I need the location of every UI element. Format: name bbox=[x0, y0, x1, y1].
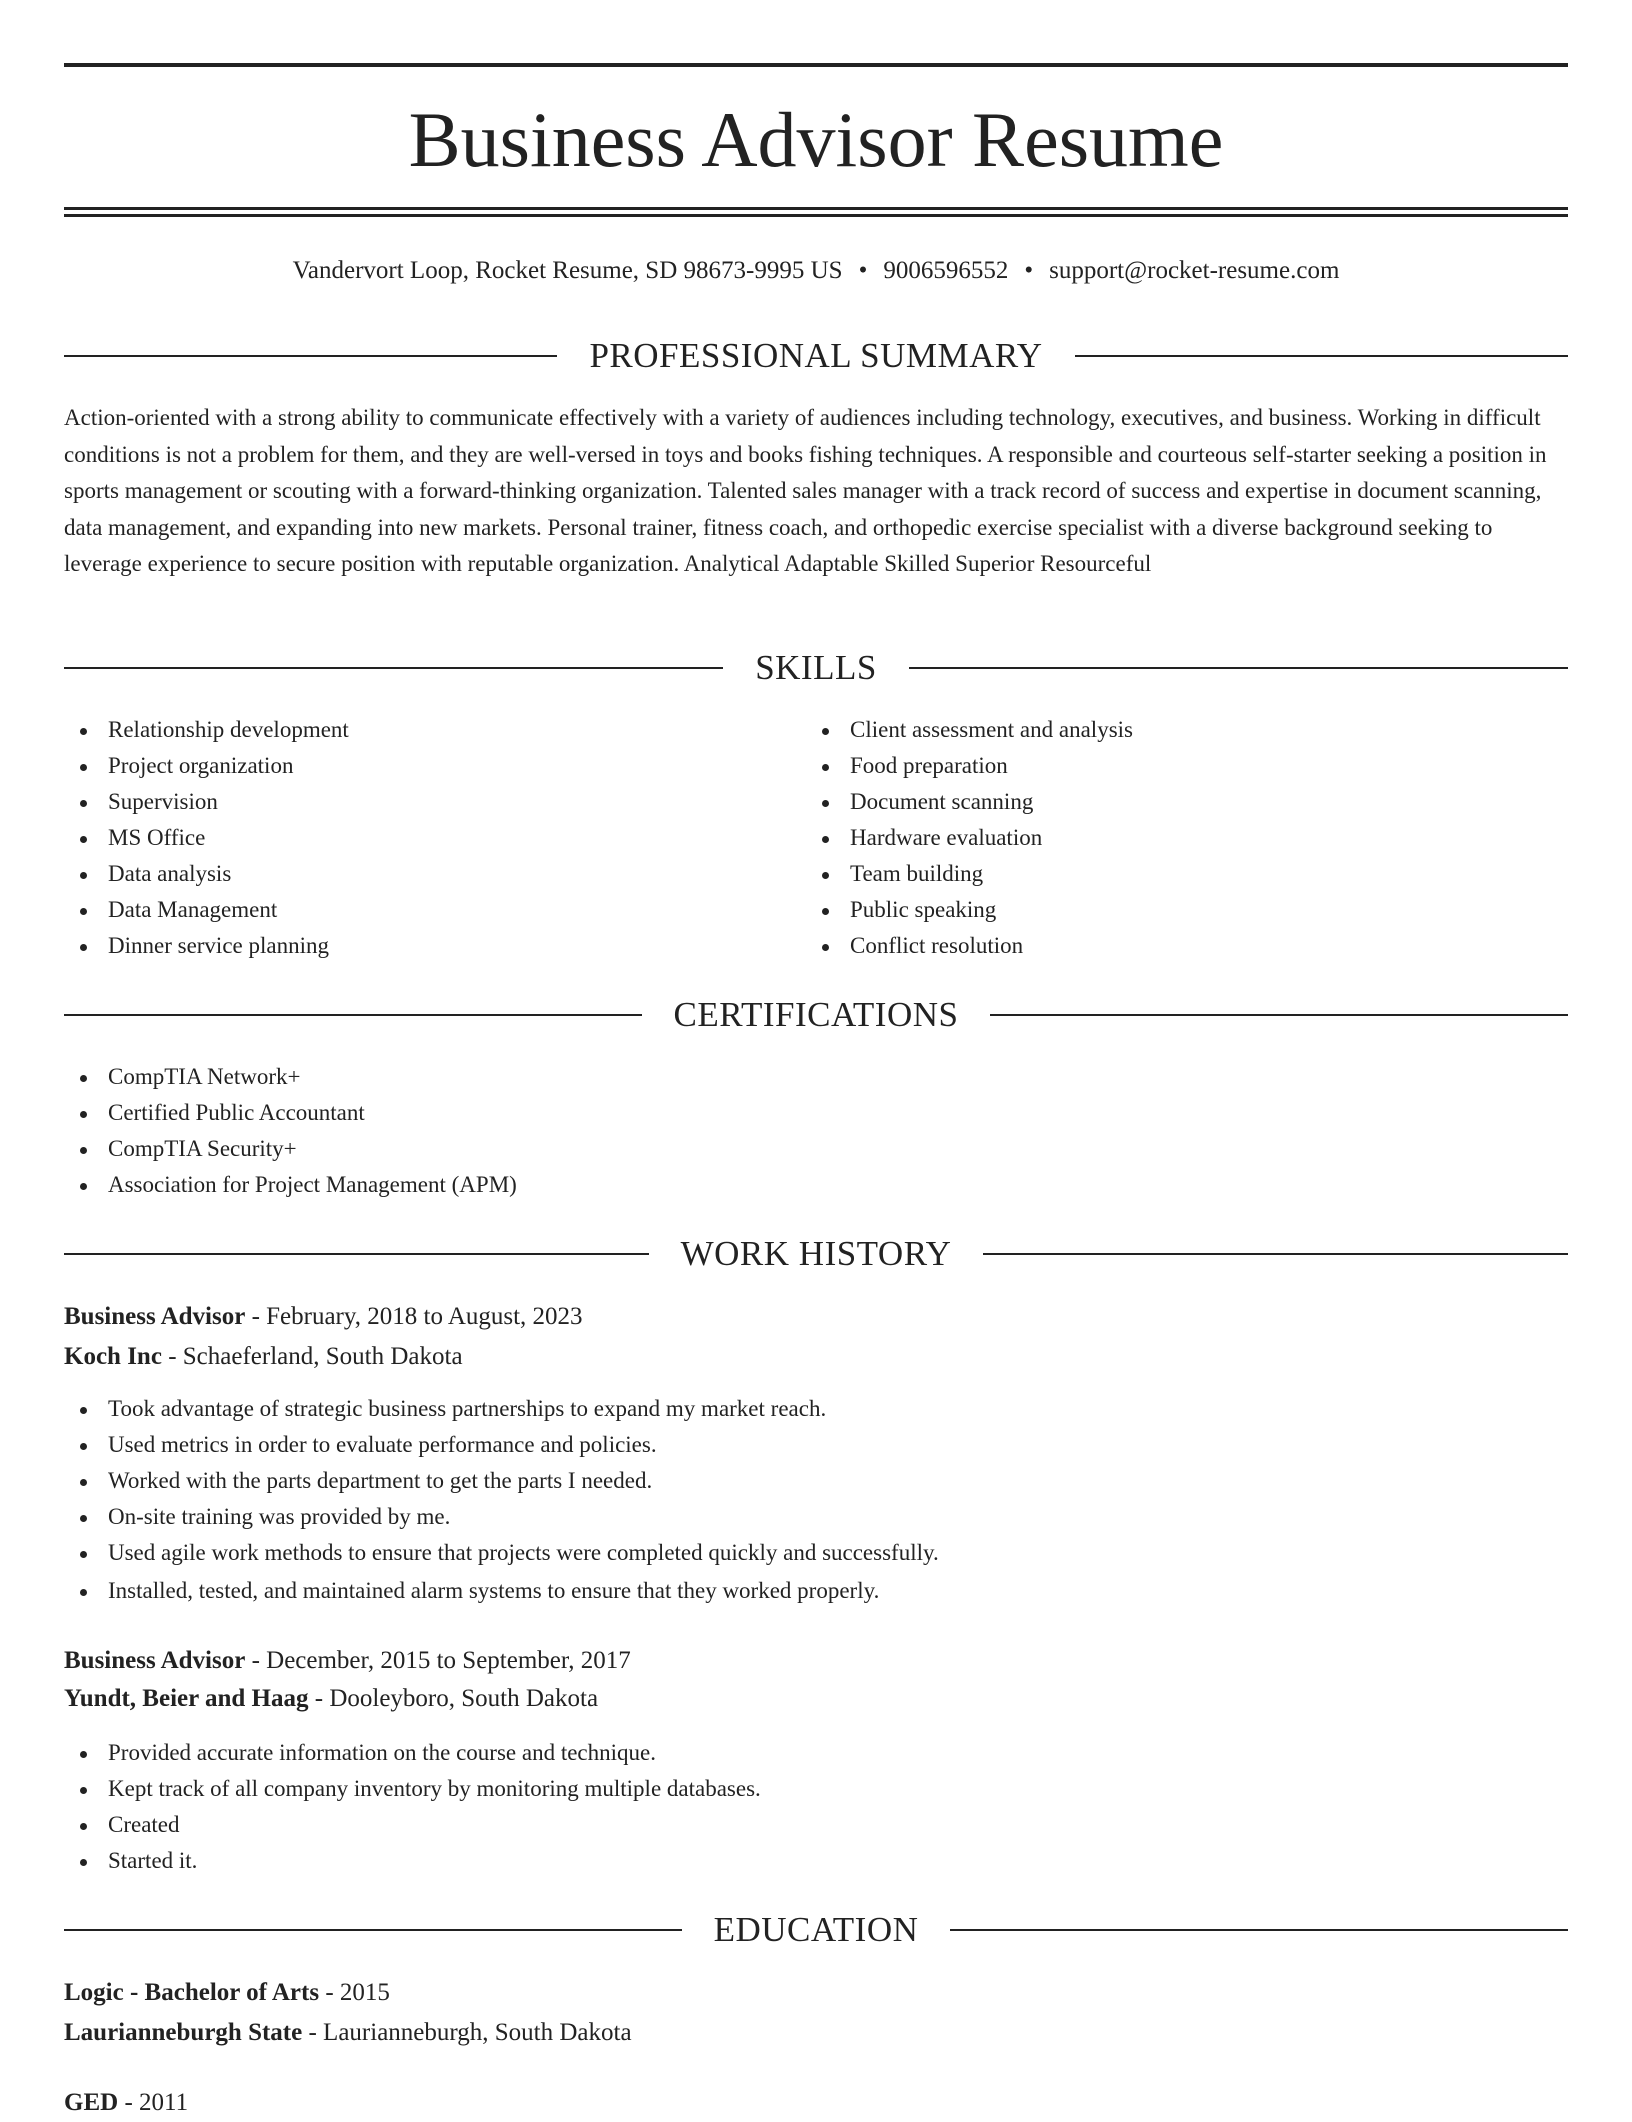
certification-item: CompTIA Security+ bbox=[64, 1131, 1568, 1167]
job-duty-item: Worked with the parts department to get the parts I needed. bbox=[64, 1463, 1568, 1499]
summary-text: Action-oriented with a strong ability to communicate effectively with a variety of audiences including technology, executives, and business. Working in difficult conditions is not a problem for them, and they are well-versed in toys and books fishing techniques. A responsible and courteous self-starter seeking a position in sports management or scouting with a forward-thinking organization. Talented sales manager with a track record of success and expertise in document scanning, data management, and expanding into new markets. Personal trainer, fitness coach, and orthopedic exercise specialist with a diverse background seeking to leverage experience to secure position with reputable organization. Analytical Adaptable Skilled Superior Resourceful bbox=[64, 405, 1547, 576]
job-title: Business Advisor bbox=[64, 1303, 246, 1330]
section-heading-skills bbox=[64, 644, 1568, 692]
heading-rule bbox=[64, 1014, 642, 1016]
skill-item: Project organization bbox=[64, 748, 764, 784]
job-company: Koch Inc bbox=[64, 1343, 162, 1370]
job-location: - Dooleyboro, South Dakota bbox=[314, 1685, 599, 1712]
education-year: - 2011 bbox=[124, 2089, 189, 2116]
section-title: EDUCATION bbox=[713, 1910, 919, 1949]
education-degree: Logic - Bachelor of Arts bbox=[64, 1979, 320, 2006]
job-duties-list bbox=[64, 1735, 1568, 1879]
job-duty-item: Started it. bbox=[64, 1843, 1568, 1879]
contact-email: support@rocket-resume.com bbox=[1049, 257, 1340, 284]
job-duty-item: Created bbox=[64, 1807, 1568, 1843]
heading-rule bbox=[64, 355, 557, 357]
job-duty-item: On-site training was provided by me. bbox=[64, 1499, 1568, 1535]
job-duty-item: Kept track of all company inventory by monitoring multiple databases. bbox=[64, 1771, 1568, 1807]
skill-item: Public speaking bbox=[806, 892, 1566, 928]
job-duty-item: Took advantage of strategic business partnerships to expand my market reach. bbox=[64, 1391, 1568, 1427]
heading-rule bbox=[64, 667, 723, 669]
skills-list-left bbox=[64, 712, 764, 964]
contact-separator: • bbox=[1024, 257, 1034, 284]
education-degree: GED bbox=[64, 2089, 119, 2116]
job-duty-item: Used agile work methods to ensure that projects were completed quickly and successfully. bbox=[64, 1535, 1568, 1571]
heading-rule bbox=[64, 1253, 649, 1255]
contact-phone: 9006596552 bbox=[883, 257, 1009, 284]
heading-rule bbox=[909, 667, 1568, 669]
heading-rule bbox=[64, 1929, 682, 1931]
job-location: - Schaeferland, South Dakota bbox=[168, 1343, 463, 1370]
job-title: Business Advisor bbox=[64, 1647, 246, 1674]
heading-rule bbox=[950, 1929, 1568, 1931]
section-title: PROFESSIONAL SUMMARY bbox=[589, 336, 1043, 375]
section-title: WORK HISTORY bbox=[680, 1234, 952, 1273]
section-heading-education bbox=[64, 1906, 1568, 1954]
skill-item: Relationship development bbox=[64, 712, 764, 748]
education-year: - 2015 bbox=[325, 1979, 390, 2006]
certification-item: Association for Project Management (APM) bbox=[64, 1167, 1568, 1203]
job-duty-item: Used metrics in order to evaluate performance and policies. bbox=[64, 1427, 1568, 1463]
skills-list-right bbox=[806, 712, 1566, 964]
heading-rule bbox=[990, 1014, 1568, 1016]
resume-title: Business Advisor Resume bbox=[408, 96, 1224, 183]
contact-separator: • bbox=[858, 257, 868, 284]
skill-item: Team building bbox=[806, 856, 1566, 892]
skill-item: MS Office bbox=[64, 820, 764, 856]
certification-item: CompTIA Network+ bbox=[64, 1059, 1568, 1095]
top-rule bbox=[64, 63, 1568, 67]
skill-item: Data analysis bbox=[64, 856, 764, 892]
skill-item: Dinner service planning bbox=[64, 928, 764, 964]
education-degree-line bbox=[64, 2084, 1568, 2122]
job-company: Yundt, Beier and Haag bbox=[64, 1685, 309, 1712]
skill-item: Food preparation bbox=[806, 748, 1566, 784]
job-duty-item: Provided accurate information on the course and technique. bbox=[64, 1735, 1568, 1771]
education-location: - Laurianneburgh, South Dakota bbox=[308, 2019, 632, 2046]
section-title: CERTIFICATIONS bbox=[673, 995, 959, 1034]
contact-address: Vandervort Loop, Rocket Resume, SD 98673-9995 US bbox=[292, 257, 843, 284]
job-dates: - February, 2018 to August, 2023 bbox=[251, 1303, 583, 1330]
title-double-rule bbox=[64, 207, 1568, 217]
skill-item: Conflict resolution bbox=[806, 928, 1566, 964]
section-heading-summary bbox=[64, 332, 1568, 380]
section-title: SKILLS bbox=[755, 648, 877, 687]
contact-line bbox=[64, 252, 1568, 290]
skill-item: Data Management bbox=[64, 892, 764, 928]
skill-item: Supervision bbox=[64, 784, 764, 820]
job-company-line bbox=[64, 1680, 1568, 1718]
section-heading-work bbox=[64, 1230, 1568, 1278]
job-duties-list bbox=[64, 1391, 1568, 1609]
job-dates: - December, 2015 to September, 2017 bbox=[251, 1647, 631, 1674]
education-school: Laurianneburgh State bbox=[64, 2019, 303, 2046]
education-school-line bbox=[64, 2014, 1568, 2052]
job-duty-item: Installed, tested, and maintained alarm systems to ensure that they worked properly. bbox=[64, 1573, 1568, 1609]
skill-item: Client assessment and analysis bbox=[806, 712, 1566, 748]
job-company-line bbox=[64, 1338, 1568, 1376]
skill-item: Hardware evaluation bbox=[806, 820, 1566, 856]
section-heading-certifications bbox=[64, 991, 1568, 1039]
certification-item: Certified Public Accountant bbox=[64, 1095, 1568, 1131]
skill-item: Document scanning bbox=[806, 784, 1566, 820]
job-title-line bbox=[64, 1642, 1568, 1680]
heading-rule bbox=[1075, 355, 1568, 357]
certifications-list bbox=[64, 1059, 1568, 1203]
education-degree-line bbox=[64, 1974, 1568, 2012]
heading-rule bbox=[983, 1253, 1568, 1255]
job-title-line bbox=[64, 1298, 1568, 1336]
